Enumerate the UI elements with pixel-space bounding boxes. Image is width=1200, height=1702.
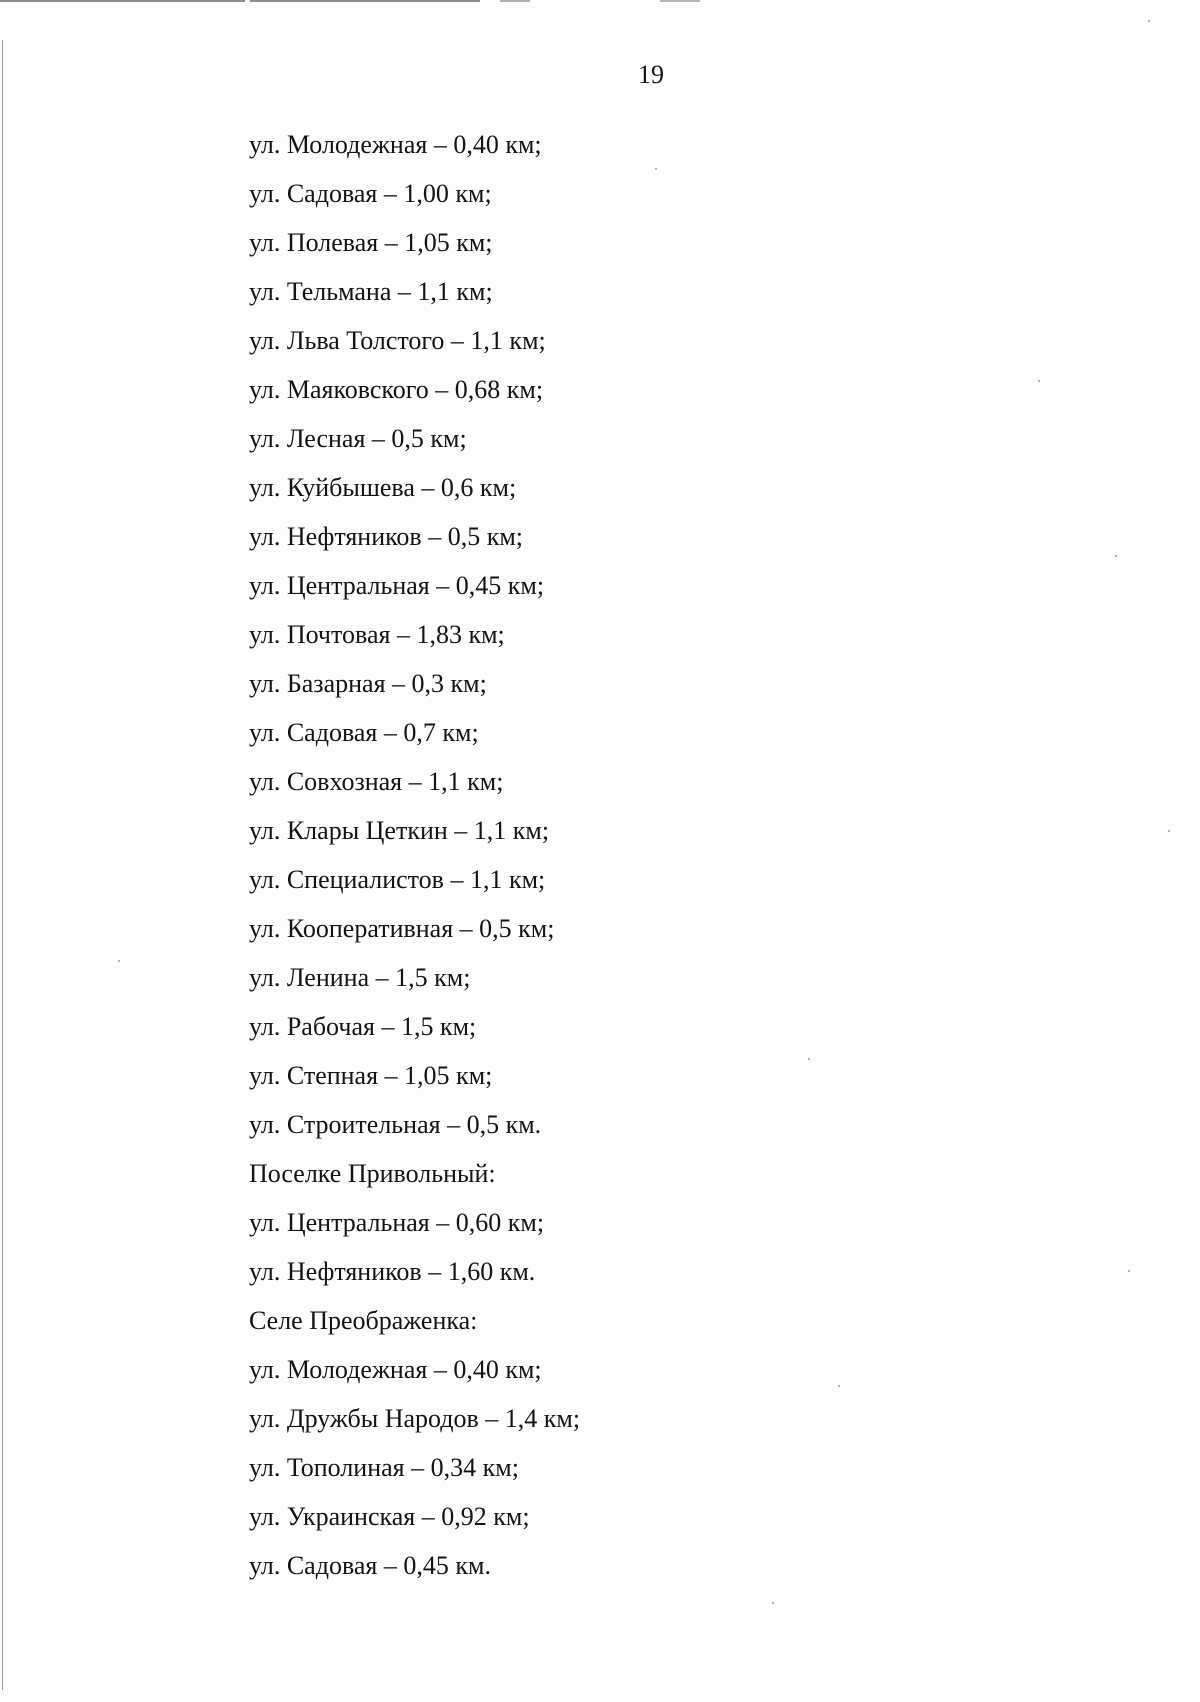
scan-speck	[1038, 380, 1040, 382]
list-item: ул. Нефтяников – 0,5 км;	[249, 522, 524, 551]
list-item: ул. Совхозная – 1,1 км;	[249, 767, 504, 796]
list-item: ул. Строительная – 0,5 км.	[249, 1110, 542, 1139]
street-list	[249, 120, 580, 1590]
scan-speck	[838, 1385, 840, 1387]
list-item: ул. Специалистов – 1,1 км;	[249, 865, 546, 894]
list-item: ул. Центральная – 0,60 км;	[249, 1208, 545, 1237]
list-item: ул. Степная – 1,05 км;	[249, 1061, 493, 1090]
scan-speck	[1148, 20, 1150, 22]
scan-speck	[118, 960, 120, 962]
list-item: ул. Тополиная – 0,34 км;	[249, 1453, 519, 1482]
list-item: ул. Куйбышева – 0,6 км;	[249, 473, 517, 502]
scan-speck	[1168, 830, 1170, 832]
list-item: ул. Рабочая – 1,5 км;	[249, 1012, 477, 1041]
scan-speck	[655, 168, 657, 170]
scan-edge-top	[0, 0, 1200, 2]
list-item: ул. Тельмана – 1,1 км;	[249, 277, 493, 306]
list-item: ул. Почтовая – 1,83 км;	[249, 620, 505, 649]
list-item: ул. Клары Цеткин – 1,1 км;	[249, 816, 550, 845]
scan-speck	[1128, 1270, 1130, 1272]
list-item: ул. Полевая – 1,05 км;	[249, 228, 493, 257]
list-item: ул. Льва Толстого – 1,1 км;	[249, 326, 546, 355]
list-item: ул. Дружбы Народов – 1,4 км;	[249, 1404, 581, 1433]
scan-speck	[808, 1058, 810, 1060]
list-item: ул. Молодежная – 0,40 км;	[249, 130, 542, 159]
list-item: ул. Украинская – 0,92 км;	[249, 1502, 530, 1531]
list-item: ул. Молодежная – 0,40 км;	[249, 1355, 542, 1384]
page-number: 19	[638, 60, 664, 89]
list-item: ул. Центральная – 0,45 км;	[249, 571, 545, 600]
scan-speck	[772, 1602, 774, 1604]
list-item: Поселке Привольный:	[249, 1159, 496, 1188]
list-item: ул. Садовая – 0,45 км.	[249, 1551, 491, 1580]
list-item: ул. Кооперативная – 0,5 км;	[249, 914, 555, 943]
list-item: ул. Нефтяников – 1,60 км.	[249, 1257, 536, 1286]
list-item: ул. Ленина – 1,5 км;	[249, 963, 471, 992]
list-item: ул. Садовая – 0,7 км;	[249, 718, 479, 747]
list-item: Селе Преображенка:	[249, 1306, 478, 1335]
scan-edge-left	[2, 40, 3, 1690]
list-item: ул. Лесная – 0,5 км;	[249, 424, 467, 453]
list-item: ул. Маяковского – 0,68 км;	[249, 375, 544, 404]
list-item: ул. Базарная – 0,3 км;	[249, 669, 487, 698]
list-item: ул. Садовая – 1,00 км;	[249, 179, 492, 208]
scan-speck	[1115, 555, 1117, 557]
